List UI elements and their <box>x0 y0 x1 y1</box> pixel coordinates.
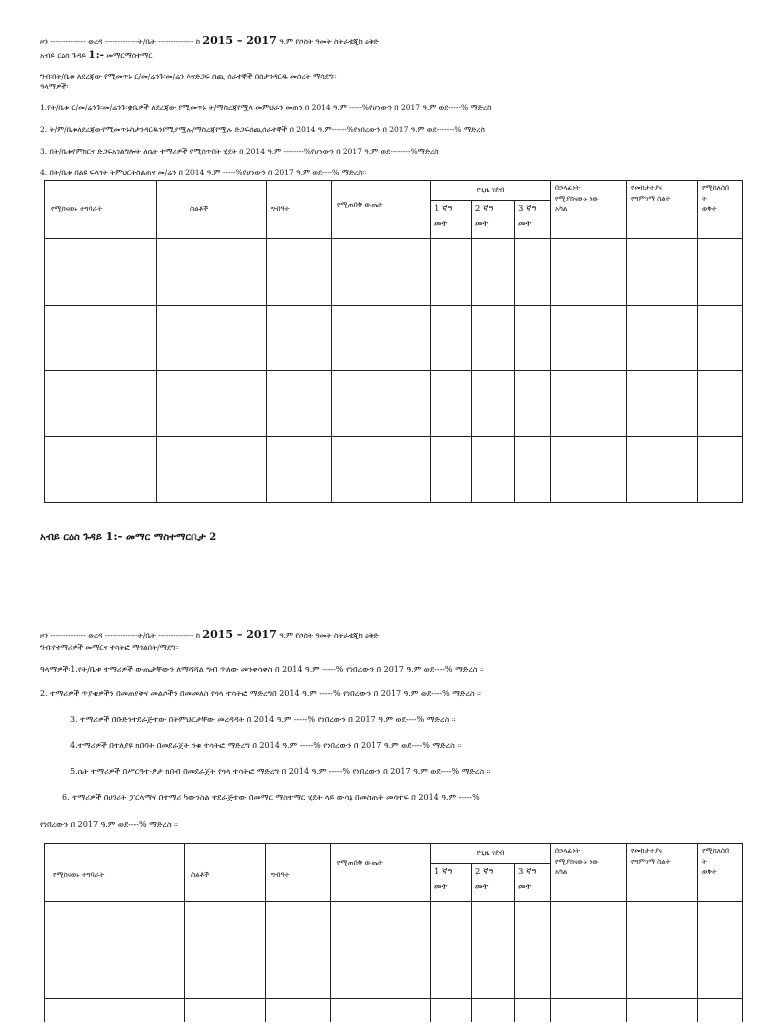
topic-prefix: አብይ ርዕስ ጉዳይ <box>40 51 86 60</box>
section2-objectives-label: ዓላማዎች፡ <box>40 665 71 674</box>
section2-objective-4: 4.ተማሪዎች በተለያዩ ክበባት በመደራጀት ንቁ ተሳትፎ ማድረግ በ 2014 ዓ.ም -----% የነበረውን በ 2017 ዓ.ም ወደ----% ማድረስ ። <box>70 741 462 750</box>
year1-header-line: መት <box>434 882 448 892</box>
monitoring-header-line: የመከታተያና <box>631 847 663 855</box>
table-cell <box>267 306 332 371</box>
review-header-line: ት <box>702 194 707 203</box>
section1-objectives-label: ዓላማዎች፡ <box>40 82 69 91</box>
table-cell <box>45 437 157 503</box>
review-header-line: የሚከለስበ <box>702 847 729 855</box>
table-row <box>45 999 743 1022</box>
table-cell <box>551 371 627 437</box>
table-cell <box>431 306 472 371</box>
year2-header-line: 2 ኛዓ <box>475 867 494 877</box>
monitoring-header <box>627 844 698 902</box>
table-cell <box>472 999 515 1022</box>
table-cell <box>627 902 698 999</box>
timeline-header: የጊዜ ገደብ <box>431 181 551 201</box>
inputs-header: ግብዓት <box>267 181 332 239</box>
table-cell <box>157 306 267 371</box>
inputs-header: ግብዓት <box>266 844 331 902</box>
section2-objective-5: 5.ሴት ተማሪዎች በሥርዓተ-ፆታ ክበብ በመደራጀት የጎላ ተሳትፎ ማድረግ በ 2014 ዓ.ም -----% የነበረውን በ 2017 ዓ.ም ወደ----% ማድረስ ። <box>70 767 491 776</box>
monitoring-header-line: የግምገማ ስልት <box>631 857 671 866</box>
header-suffix: ዓ.ም የሶስት ዓመት ስትራቴጂክ ዕቅድ <box>279 37 379 46</box>
review-header-line: የሚከለስበ <box>702 184 729 192</box>
activities-header: የሚከናወኑ ተግባራት <box>45 181 157 239</box>
topic2-title: መማር ማስተማርቢታ 2 <box>125 532 217 543</box>
table-cell <box>431 437 472 503</box>
review-header-line: ወቅት <box>702 205 717 213</box>
table-cell <box>332 437 431 503</box>
review-header <box>698 181 743 239</box>
section1-objective-3: 3. በት/ቤቱየምክርና ድጋፍአገልግሎት ለሴት ተማሪዎች የሚሰጥበት ሂደት በ 2014 ዓ.ም --------%የሆነውን በ 2017 ዓ.ም ወደ--------%ማድረስ <box>40 147 439 156</box>
table-cell <box>472 371 515 437</box>
section2-objective-6-continued: የነበረውን በ 2017 ዓ.ም ወደ----% ማድረስ ። <box>40 820 178 829</box>
table-cell <box>431 999 472 1022</box>
table-cell <box>157 371 267 437</box>
expected-result-header: የሚጠበቅ ውጤት <box>331 844 431 902</box>
expected-result-header: የሚጠበቅ ውጤት <box>332 181 431 239</box>
review-header-line: ወቅት <box>702 868 717 876</box>
review-header <box>698 844 743 902</box>
table-header-row <box>45 844 743 864</box>
responsible-header-line: የሚያከናውኑ ነው <box>555 857 600 866</box>
year2-header <box>472 201 515 239</box>
table-cell <box>515 902 551 999</box>
table-row <box>45 239 743 306</box>
responsible-header-line: አካል <box>555 868 568 876</box>
table-cell <box>698 902 743 999</box>
year1-header <box>431 201 472 239</box>
header-prefix: ዞን -------------- ወረዳ -------------ት/ቤት -------------- ከ <box>40 37 201 46</box>
strategies-header: ስልቶች <box>185 844 266 902</box>
header-years: 2015 – 2017 <box>202 35 277 47</box>
responsible-header-line: በኃላፊነት <box>555 184 580 192</box>
table-cell <box>472 902 515 999</box>
table-cell <box>331 902 431 999</box>
table-cell <box>551 239 627 306</box>
table-cell <box>698 371 743 437</box>
year1-header-line: መት <box>434 219 448 229</box>
table-cell <box>551 437 627 503</box>
table-cell <box>267 371 332 437</box>
table-cell <box>185 902 266 999</box>
header-years: 2015 – 2017 <box>202 629 277 641</box>
review-header-line: ት <box>702 857 707 866</box>
section1-plan-table <box>44 180 743 503</box>
table-cell <box>515 239 551 306</box>
table-cell <box>266 902 331 999</box>
year3-header-line: መት <box>518 882 532 892</box>
year1-header-line: 1 ኛዓ <box>434 867 453 877</box>
section2-header-line <box>40 629 760 641</box>
table-cell <box>472 306 515 371</box>
responsible-header <box>551 844 627 902</box>
section1-goal: ግብ፡በት/ቤቱ ለደረጃው የሚመጥኑ ር/መ/ሬንጉ፡መ/ሬን እናድጋፍ ሰጪ ሰራተኞች በስታንዳርዱ መሰረት ማሳደግ። <box>40 72 337 81</box>
year3-header <box>515 864 551 902</box>
table-cell <box>627 999 698 1022</box>
year2-header-line: መት <box>475 219 489 229</box>
table-cell <box>267 437 332 503</box>
header-suffix: ዓ.ም የሶስት ዓመት ስትራቴጂክ ዕቅድ <box>279 631 379 640</box>
activities-header: የሚከናወኑ ተግባራት <box>45 844 185 902</box>
section2-objective-1 <box>40 664 760 675</box>
table-cell <box>551 306 627 371</box>
table-cell <box>515 999 551 1022</box>
table-header-row <box>45 181 743 201</box>
table-cell <box>431 371 472 437</box>
table-cell <box>431 902 472 999</box>
table-cell <box>551 902 627 999</box>
monitoring-header-line: የመከታተያና <box>631 184 663 192</box>
table-cell <box>515 371 551 437</box>
table-cell <box>515 437 551 503</box>
year3-header-line: 3 ኛዓ <box>518 204 537 214</box>
table-cell <box>698 306 743 371</box>
year2-header-line: 2 ኛዓ <box>475 204 494 214</box>
topic2-title-line <box>40 529 740 545</box>
table-cell <box>45 999 185 1022</box>
responsible-header-line: አካል <box>555 205 568 213</box>
section1-objective-4: 4. በት/ቤቱ በልዩ ፍላጎት ትምህርትስልጠና መ/ሬን በ 2014 ዓ.ም -----%የሆነውን በ 2017 ዓ.ም ወደ----% ማድረስ። <box>40 168 367 177</box>
table-cell <box>266 999 331 1022</box>
strategies-header: ስልቶች <box>157 181 267 239</box>
section2-goal: ግብ፡የተማሪዎች መማርና ተሳትፎ ማጎልበት/ማደግ። <box>40 643 179 652</box>
table-row <box>45 902 743 999</box>
year3-header <box>515 201 551 239</box>
topic2-prefix: አብይ ርዕስ ጉዳይ <box>40 532 102 543</box>
table-cell <box>431 239 472 306</box>
table-cell <box>472 239 515 306</box>
responsible-header <box>551 181 627 239</box>
section1-header-line <box>40 35 760 47</box>
table-row <box>45 371 743 437</box>
table-cell <box>627 371 698 437</box>
table-cell <box>332 239 431 306</box>
year1-header <box>431 864 472 902</box>
table-cell <box>45 371 157 437</box>
table-cell <box>185 999 266 1022</box>
year2-header-line: መት <box>475 882 489 892</box>
year2-header <box>472 864 515 902</box>
header-prefix: ዞን -------------- ወረዳ -------------ት/ቤት -------------- ከ <box>40 631 201 640</box>
table-cell <box>627 239 698 306</box>
year1-header-line: 1 ኛዓ <box>434 204 453 214</box>
objective-text: 1.የት/ቤቱ ተማሪዎች ውጤታቸውን ለማሻሻል ግብ ጥለው መንቀሳቀስ በ 2014 ዓ.ም -----% የነበረውን በ 2017 ዓ.ም ወደ----% ማድረስ ። <box>70 665 484 674</box>
section2-objective-3: 3. ተማሪዎች በቡድንተደራጅተው በትምህርታቸው መረዳዳት በ 2014 ዓ.ም -----% የነበረውን በ 2017 ዓ.ም ወደ----% ማድረስ ። <box>70 715 456 724</box>
section2-plan-table <box>44 843 743 1022</box>
table-cell <box>627 437 698 503</box>
table-cell <box>627 306 698 371</box>
table-cell <box>45 306 157 371</box>
table-cell <box>698 999 743 1022</box>
year3-header-line: መት <box>518 219 532 229</box>
section2-objective-2: 2. ተማሪዎች ጥያቄዎችን በመጠየቅና መልሶችን በመመለስ የጎላ ተሳትፎ ማድረግበ 2014 ዓ.ም -----% የነበረውን በ 2017 ዓ.ም ወደ----% ማድረስ ። <box>40 689 481 698</box>
section1-objective-2: 2. ት/ም/ቤቱለደረጃውየሚመጥኑስታንዳርዱንየሚያሟሉ/ማስረጃየሟሉ ድጋፍሰጪሰራተኞች በ 2014 ዓ.ም------%የነበረውን በ 2017 ዓ.ም ወደ-------% ማድረስ <box>40 125 485 134</box>
monitoring-header <box>627 181 698 239</box>
table-cell <box>267 239 332 306</box>
section1-topic <box>40 50 760 61</box>
topic-title: መማርማስተማር <box>106 51 153 60</box>
monitoring-header-line: የግምገማ ስልት <box>631 194 671 203</box>
topic2-number: 1:- <box>105 529 123 543</box>
table-cell <box>332 371 431 437</box>
responsible-header-line: በኃላፊነት <box>555 847 580 855</box>
table-cell <box>332 306 431 371</box>
table-row <box>45 306 743 371</box>
table-cell <box>331 999 431 1022</box>
table-row <box>45 437 743 503</box>
table-cell <box>515 306 551 371</box>
section1-objective-1: 1.የት/ቤቱ ር/መ/ሬንጉ፡መ/ሬንጉ፡ቋቤዎች ለደረጃው የሚመጥኑ ት/ማስረጃየሟላ መምህራን መጠን በ 2014 ዓ.ም -----%የሆነውን በ 2017 ዓ.ም ወደ-----% ማድረስ <box>40 103 492 112</box>
topic-number: 1:- <box>88 50 104 61</box>
table-cell <box>45 239 157 306</box>
responsible-header-line: የሚያከናውኑ ነው <box>555 194 600 203</box>
table-cell <box>551 999 627 1022</box>
table-cell <box>472 437 515 503</box>
timeline-header: የጊዜ ገደብ <box>431 844 551 864</box>
table-cell <box>698 239 743 306</box>
section2-objective-6: 6. ተማሪዎች በሀገሪት ፓርላማና በተማሪ ካውንስል ተደራጅተው በመማር ማስተማር ሂደት ላይ ውሳኔ በመስጠት መሳተፍ በ 2014 ዓ.ም -----% <box>62 793 480 802</box>
table-cell <box>45 902 185 999</box>
year3-header-line: 3 ኛዓ <box>518 867 537 877</box>
table-cell <box>698 437 743 503</box>
table-cell <box>157 437 267 503</box>
table-cell <box>157 239 267 306</box>
